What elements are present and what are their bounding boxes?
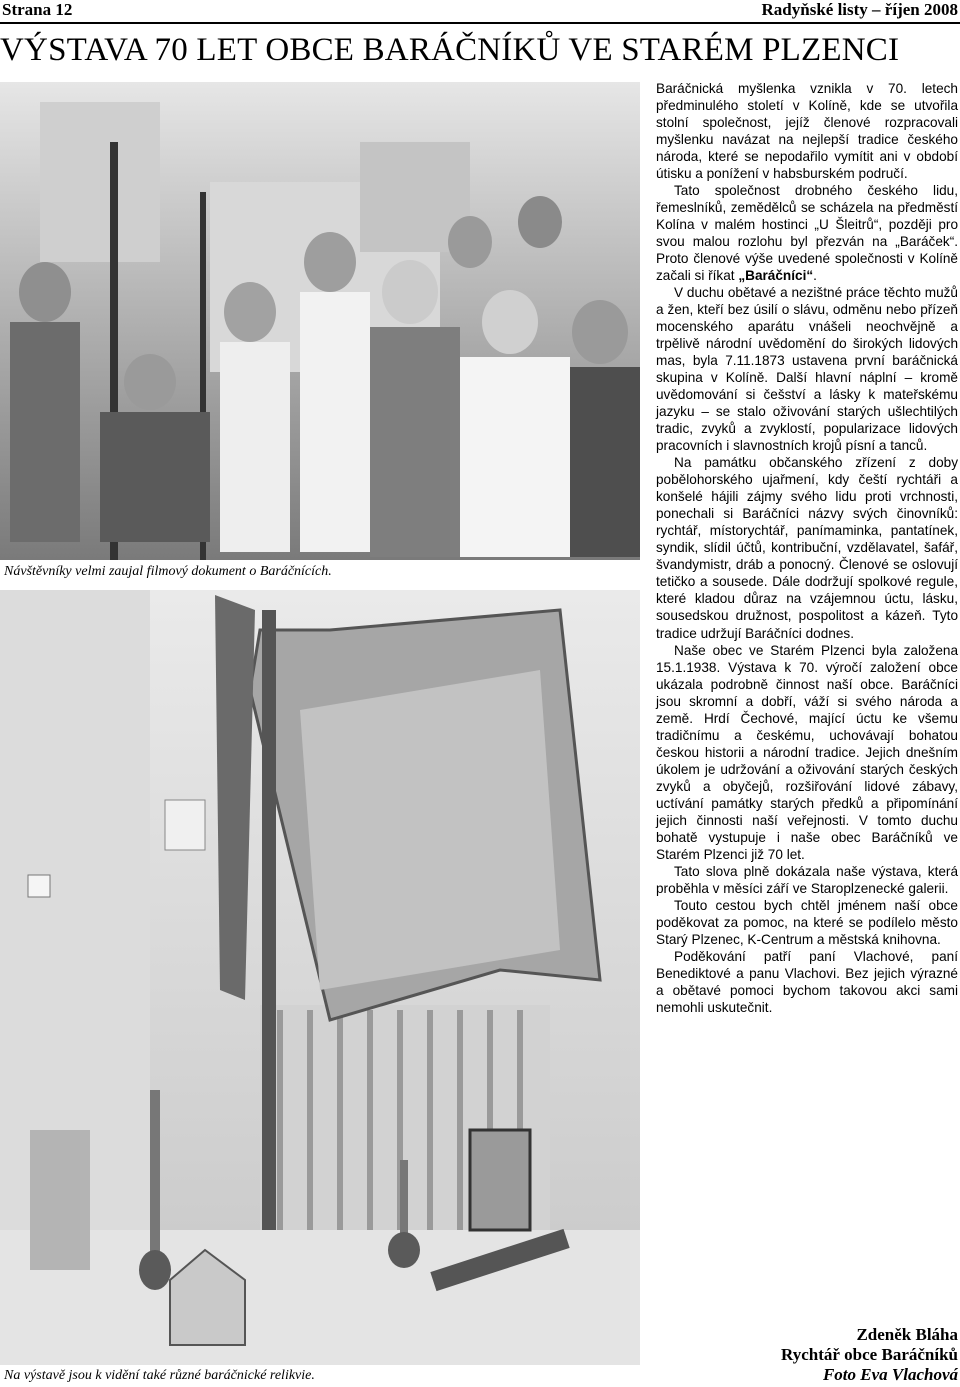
publication-issue: Radyňské listy – říjen 2008 bbox=[761, 0, 958, 19]
article-paragraph: Na památku občanského zřízení z doby pobělohorského ujařmení, kdy čeští rychtáři a konšelé hájili zájmy svého lidu proti vrchnosti, ponechali si Baráčníci názvy svých činovníků: rychtář, místorychtář, panímaminka, pantatínek, syndik, slídil účtů, kontribuční, vzdělavatel, šafář, švandymistr, dráb a ponocný. Členové se oslovují tetičko a sousede. Dále dodržují spolkové regule, které kladou důraz na vzájemnou úctu, lásku, sousedskou družnost, pospolitost a kázeň. Tyto tradice udržují Baráčníci dodnes. bbox=[656, 455, 958, 641]
header-rule bbox=[0, 22, 960, 24]
page-header bbox=[0, 0, 960, 22]
photo-credit: Foto Eva Vlachová bbox=[822, 1365, 958, 1384]
relics-photo bbox=[0, 590, 640, 1365]
article-paragraph: Naše obec ve Starém Plzenci byla založena 15.1.1938. Výstava k 70. výročí založení obce ukázala podrobně činnost naší obce. Baráčníci jsou skromní a dobří, váží si svého národa a země. Hrdí Čechové, mající úctu ke všemu tradičnímu a českému, uchovávají bohatou českou historii a národní tradice. Jejich dnešním úkolem je udržování a oživování starých českých zvyků a obyčejů, rozšiřování lidové zábavy, uctívání památky starých předků a připomínání jejich činnosti naší veřejnosti. V tomto duchu bohatě vystupuje i naše obec Baráčníků ve Starém Plzenci již 70 let. bbox=[656, 642, 958, 862]
author-name: Zdeněk Bláha bbox=[856, 1325, 958, 1344]
headline: VÝSTAVA 70 LET OBCE BARÁČNÍKŮ VE STARÉM PLZENCI bbox=[0, 32, 900, 68]
photo-caption-visitors: Návštěvníky velmi zaujal filmový dokument o Baráčnících. bbox=[4, 564, 332, 579]
article-paragraph: Poděkování patří paní Vlachové, paní Benediktové a panu Vlachovi. Bez jejich výrazné a obětavé pomoci bychom takovou akci sami nemohli uskutečnit. bbox=[656, 948, 958, 1015]
author-role: Rychtář obce Baráčníků bbox=[781, 1345, 958, 1364]
photo-caption-relics: Na výstavě jsou k vidění také různé baráčnické relikvie. bbox=[4, 1368, 315, 1383]
exhibition-visitors-photo bbox=[0, 82, 640, 560]
article-paragraph: Tato slova plně dokázala naše výstava, která proběhla v měsíci září ve Staroplzenecké galerii. bbox=[656, 863, 958, 896]
signature-block bbox=[781, 1325, 958, 1385]
article-emphasis-tail: . bbox=[813, 268, 817, 284]
article-paragraph: Touto cestou bych chtěl jménem naší obce poděkovat za pomoc, na které se podílelo město Starý Plzenec, K-Centrum a městská knihovna. bbox=[656, 897, 958, 947]
article-paragraph bbox=[656, 182, 958, 284]
article-body bbox=[656, 80, 958, 1016]
article-paragraph: V duchu obětavé a nezištné práce těchto mužů a žen, kteří bez úsilí o slávu, odměnu nebo přízeň mocenského aparátu vnášeli neochvějně a trpělivě národní uvědomění do širokých lidových mas, byla 7.11.1873 ustavena první baráčnická skupina v Kolíně. Další hlavní náplní – kromě uvědomování si češství a lásky k mateřskému jazyku – se stalo oživování starých ušlechtilých tradic, zvyků a zvyklostí, popularizace lidových pracovních i slavnostních krojů písní a tanců. bbox=[656, 285, 958, 454]
article-emphasis: „Baráčníci“ bbox=[738, 268, 814, 284]
page-number: Strana 12 bbox=[2, 0, 73, 19]
article-paragraph: Baráčnická myšlenka vznikla v 70. letech předminulého století v Kolíně, kde se utvořila stolní společnost, jejíž členové rozpracovali myšlenku navázat na nejlepší tradice českého národa, které se nepodařilo vymítit ani v období útisku a ponížení v habsburském područí. bbox=[656, 81, 958, 182]
article-paragraph-text: Tato společnost drobného českého lidu, řemeslníků, zemědělců se scházela na předměstí Kolína v malém hostinci „U Šleitrů“, později pro svou malou rozlohu byl přezván na „Baráček“. Proto členové výše uvedené společnosti v Kolíně začali si říkat bbox=[656, 183, 958, 284]
